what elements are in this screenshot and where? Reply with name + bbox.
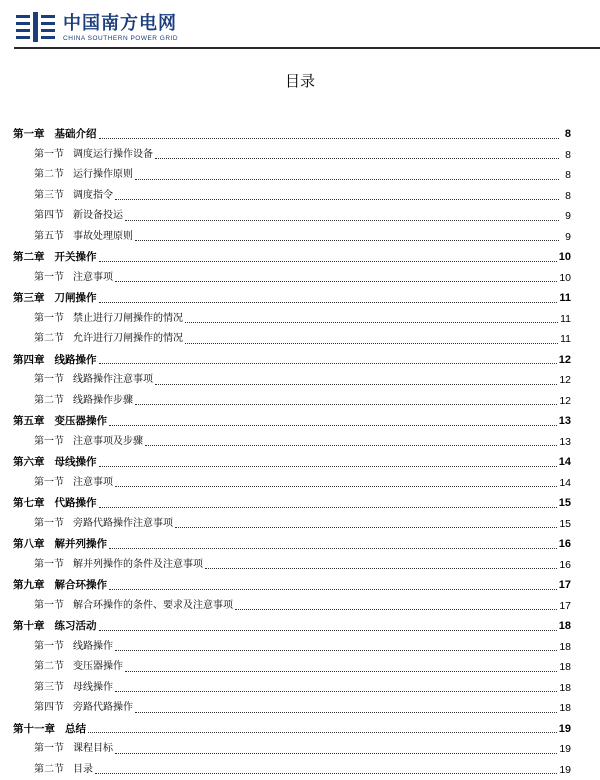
toc-entry-label [13,124,97,145]
page-number: 18 [559,657,571,678]
toc-section-entry[interactable] [13,637,571,658]
header-divider [14,47,600,49]
toc-entry-label [34,678,113,699]
toc-entry-label [13,493,97,514]
section-title: 线路操作注意事项 [73,370,153,391]
chapter-number: 第五章 [13,411,45,432]
chapter-title: 解并列操作 [55,534,108,555]
toc-entry-label [34,227,133,248]
toc-entry-label [13,575,107,596]
dot-leader [99,301,558,303]
dot-leader [125,219,559,221]
page-number: 18 [559,616,571,637]
page-number: 14 [559,452,571,473]
dot-leader [115,485,557,487]
page-title: 目录 [0,71,600,91]
page-number: 8 [561,124,571,145]
page-number: 10 [559,268,571,289]
section-number: 第一节 [34,739,64,760]
section-number: 第一节 [34,637,64,658]
chapter-number: 第九章 [13,575,45,596]
page-number: 11 [559,288,571,309]
toc-chapter-entry[interactable] [13,247,571,268]
toc-entry-label [13,247,97,268]
logo-english-name: CHINA SOUTHERN POWER GRID [63,35,178,43]
page-number: 15 [559,493,571,514]
toc-entry-label [34,186,113,207]
page-header [0,0,600,52]
dot-leader [99,465,557,467]
page-number: 11 [560,309,571,330]
section-number: 第一节 [34,473,64,494]
toc-section-entry[interactable] [13,596,571,617]
section-title: 课程目标 [73,739,113,760]
toc-entry-label [13,719,86,740]
page-number: 13 [559,432,571,453]
china-southern-power-grid-logo-icon [16,10,58,44]
toc-entry-label [34,432,143,453]
chapter-title: 代路操作 [55,493,97,514]
dot-leader [135,711,557,713]
toc-entry-label [34,268,113,289]
dot-leader [109,588,557,590]
chapter-number: 第三章 [13,288,45,309]
page-number: 16 [559,555,571,576]
section-title: 线路操作步骤 [73,391,133,412]
toc-section-entry[interactable] [13,165,571,186]
section-number: 第四节 [34,206,64,227]
section-number: 第二节 [34,391,64,412]
section-title: 调度运行操作设备 [73,145,153,166]
section-number: 第三节 [34,678,64,699]
section-title: 母线操作 [73,678,113,699]
section-title: 解并列操作的条件及注意事项 [73,555,203,576]
toc-entry-label [34,165,133,186]
toc-section-entry[interactable] [13,760,571,780]
toc-entry-label [34,145,153,166]
dot-leader [155,157,559,159]
toc-entry-label [34,329,183,350]
toc-entry-label [13,288,97,309]
toc-section-entry[interactable] [13,206,571,227]
chapter-number: 第四章 [13,350,45,371]
page-number: 9 [561,227,571,248]
toc-entry-label [34,391,133,412]
section-number: 第二节 [34,165,64,186]
dot-leader [235,608,557,610]
page-number: 19 [559,760,571,780]
toc-entry-label [34,555,203,576]
page-number: 11 [560,329,571,350]
page-number: 17 [559,596,571,617]
section-title: 旁路代路操作注意事项 [73,514,173,535]
toc-entry-label [34,206,123,227]
toc-chapter-entry[interactable] [13,452,571,473]
section-title: 目录 [73,760,93,780]
dot-leader [95,772,557,774]
section-number: 第二节 [34,657,64,678]
toc-section-entry[interactable] [13,268,571,289]
dot-leader [135,403,557,405]
toc-entry-label [13,452,97,473]
dot-leader [205,567,557,569]
dot-leader [88,731,557,733]
chapter-number: 第六章 [13,452,45,473]
dot-leader [115,752,557,754]
toc-section-entry[interactable] [13,227,571,248]
dot-leader [145,444,557,446]
toc-section-entry[interactable] [13,309,571,330]
toc-chapter-entry[interactable] [13,350,571,371]
toc-entry-label [13,534,107,555]
page-number: 10 [559,247,571,268]
toc-section-entry[interactable] [13,391,571,412]
chapter-number: 第七章 [13,493,45,514]
page-number: 8 [561,186,571,207]
page-number: 8 [561,145,571,166]
section-title: 解合环操作的条件、要求及注意事项 [73,596,233,617]
chapter-title: 解合环操作 [55,575,108,596]
chapter-number: 第十章 [13,616,45,637]
dot-leader [135,178,559,180]
toc-section-entry[interactable] [13,432,571,453]
dot-leader [99,506,557,508]
page-number: 13 [559,411,571,432]
section-title: 注意事项 [73,473,113,494]
chapter-title: 线路操作 [55,350,97,371]
section-number: 第三节 [34,186,64,207]
section-number: 第一节 [34,268,64,289]
page-number: 12 [559,350,571,371]
toc-entry-label [34,473,113,494]
section-number: 第一节 [34,596,64,617]
toc-section-entry[interactable] [13,145,571,166]
page-number: 18 [559,678,571,699]
section-number: 第五节 [34,227,64,248]
dot-leader [135,239,559,241]
toc-chapter-entry[interactable] [13,411,571,432]
section-number: 第二节 [34,760,64,780]
toc-chapter-entry[interactable] [13,719,571,740]
dot-leader [115,690,557,692]
section-title: 调度指令 [73,186,113,207]
chapter-title: 母线操作 [55,452,97,473]
page-number: 19 [559,719,571,740]
dot-leader [155,383,557,385]
toc-entry-label [34,760,93,780]
toc-section-entry[interactable] [13,698,571,719]
toc-chapter-entry[interactable] [13,493,571,514]
page-number: 9 [561,206,571,227]
toc-section-entry[interactable] [13,473,571,494]
dot-leader [115,198,559,200]
section-number: 第一节 [34,145,64,166]
toc-entry-label [13,411,107,432]
toc-chapter-entry[interactable] [13,534,571,555]
toc-entry-label [34,739,113,760]
section-number: 第一节 [34,514,64,535]
dot-leader [125,670,557,672]
section-number: 第一节 [34,555,64,576]
section-number: 第一节 [34,432,64,453]
logo-chinese-name: 中国南方电网 [63,14,177,34]
section-title: 线路操作 [73,637,113,658]
toc-chapter-entry[interactable] [13,124,571,145]
toc-chapter-entry[interactable] [13,616,571,637]
toc-entry-label [13,350,97,371]
section-number: 第四节 [34,698,64,719]
page-number: 19 [559,739,571,760]
chapter-number: 第二章 [13,247,45,268]
toc-section-entry[interactable] [13,370,571,391]
dot-leader [115,649,557,651]
section-number: 第二节 [34,329,64,350]
section-title: 允许进行刀闸操作的情况 [73,329,183,350]
dot-leader [99,260,557,262]
chapter-title: 练习活动 [55,616,97,637]
page-number: 12 [559,391,571,412]
toc-chapter-entry[interactable] [13,288,571,309]
page-number: 16 [559,534,571,555]
toc-section-entry[interactable] [13,657,571,678]
chapter-title: 开关操作 [55,247,97,268]
table-of-contents [13,124,571,780]
toc-section-entry[interactable] [13,739,571,760]
page-number: 14 [559,473,571,494]
chapter-number: 第十一章 [13,719,55,740]
section-title: 注意事项及步骤 [73,432,143,453]
dot-leader [109,424,557,426]
section-title: 事故处理原则 [73,227,133,248]
toc-entry-label [13,616,97,637]
page-number: 17 [559,575,571,596]
dot-leader [99,137,560,139]
toc-chapter-entry[interactable] [13,575,571,596]
page-number: 18 [559,637,571,658]
section-title: 禁止进行刀闸操作的情况 [73,309,183,330]
toc-section-entry[interactable] [13,555,571,576]
toc-entry-label [34,309,183,330]
toc-section-entry[interactable] [13,186,571,207]
section-title: 运行操作原则 [73,165,133,186]
toc-section-entry[interactable] [13,514,571,535]
toc-entry-label [34,657,123,678]
chapter-title: 总结 [65,719,86,740]
toc-entry-label [34,596,233,617]
chapter-number: 第一章 [13,124,45,145]
dot-leader [185,321,558,323]
toc-entry-label [34,370,153,391]
chapter-title: 基础介绍 [55,124,97,145]
toc-entry-label [34,637,113,658]
chapter-number: 第八章 [13,534,45,555]
toc-section-entry[interactable] [13,329,571,350]
toc-entry-label [34,698,133,719]
section-title: 旁路代路操作 [73,698,133,719]
section-title: 变压器操作 [73,657,123,678]
dot-leader [115,280,557,282]
chapter-title: 刀闸操作 [55,288,97,309]
section-title: 新设备投运 [73,206,123,227]
section-title: 注意事项 [73,268,113,289]
page-number: 8 [561,165,571,186]
page-number: 15 [559,514,571,535]
chapter-title: 变压器操作 [55,411,108,432]
dot-leader [175,526,557,528]
section-number: 第一节 [34,370,64,391]
section-number: 第一节 [34,309,64,330]
dot-leader [109,547,557,549]
page-number: 18 [559,698,571,719]
toc-section-entry[interactable] [13,678,571,699]
toc-entry-label [34,514,173,535]
dot-leader [99,362,557,364]
dot-leader [185,342,558,344]
page-number: 12 [559,370,571,391]
dot-leader [99,629,557,631]
